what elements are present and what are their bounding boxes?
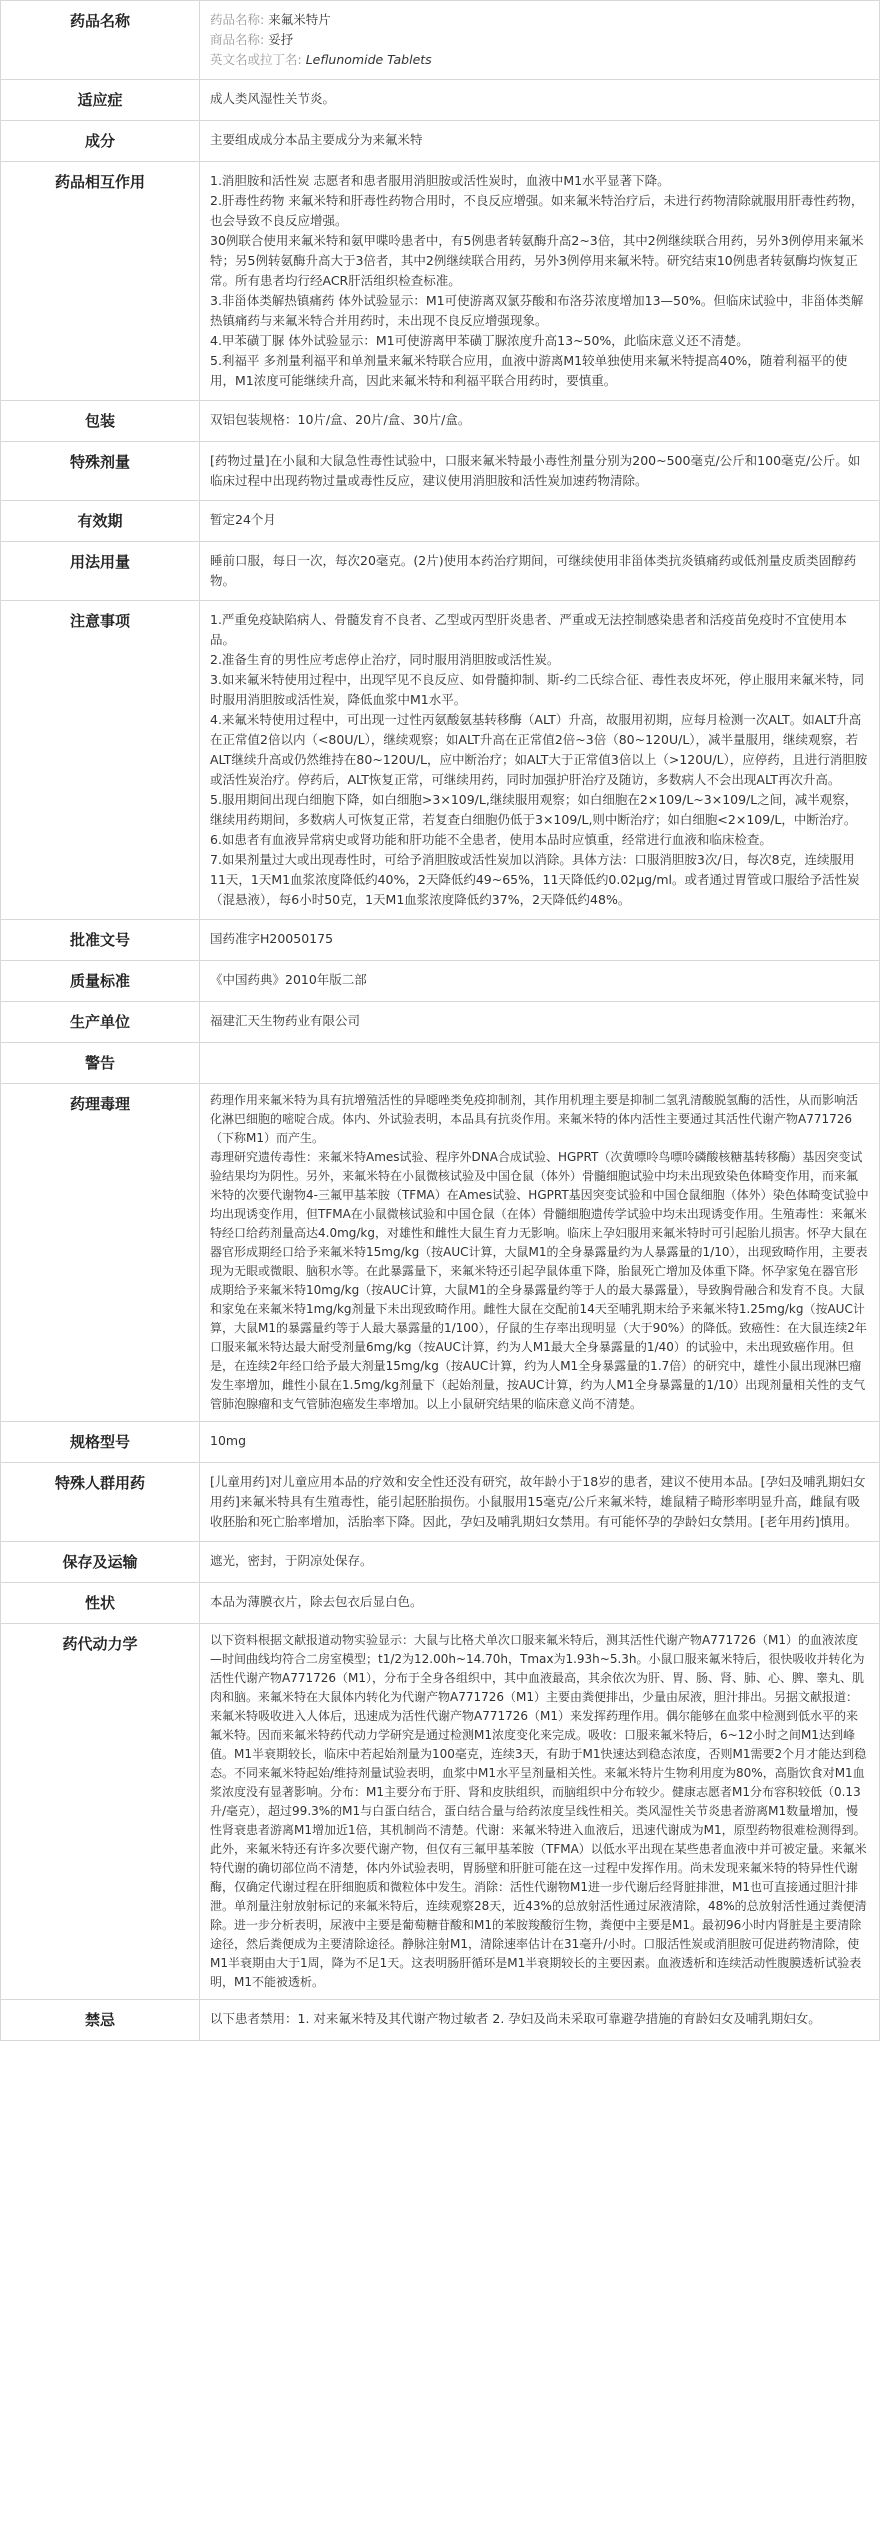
row-composition xyxy=(1,121,880,162)
trade-name-line xyxy=(210,30,869,50)
value-package: 双铝包装规格：10片/盒、20片/盒、30片/盒。 xyxy=(200,401,880,442)
precaution-paragraph: 1.严重免疫缺陷病人、骨髓发育不良者、乙型或丙型肝炎患者、严重或无法控制感染患者和活疫苗免疫时不宜使用本品。 xyxy=(210,612,847,647)
value-pharmacokinetics: 以下资料根据文献报道动物实验显示：大鼠与比格犬单次口服来氟米特后，测其活性代谢产物A771726（M1）的血液浓度—时间曲线均符合二房室模型；t1/2为12.00h~14.70h，Tmax为1.93h~5.3h。小鼠口服来氟米特后，很快吸收并转化为活性代谢产物A771726（M1），分布于全身各组织中，其中血液最高，其余依次为肝、胃、肠、肾、肺、心、脾、睾丸、肌肉和脑。来氟米特在大鼠体内转化为代谢产物A771726（M1）主要由粪便排出，少量由尿液，胆汁排出。另据文献报道：来氟米特吸收进入人体后，迅速成为活性代谢产物A771726（M1）来发挥药理作用。偶尔能够在血浆中检测到低水平的来氟米特。因而来氟米特药代动力学研究是通过检测M1浓度变化来完成。吸收：口服来氟米特后，6~12小时之间M1达到峰值。M1半衰期较长，临床中若起始剂量为100毫克，连续3天，有助于M1快速达到稳态浓度，否则M1需要2个月才能达到稳态。不同来氟米特起始/维持剂量试验表明，血浆中M1水平呈剂量相关性。来氟米特片生物利用度为80%，高脂饮食对M1血浆浓度没有显著影响。分布：M1主要分布于肝、肾和皮肤组织，而脑组织中分布较少。健康志愿者M1分布容积较低（0.13升/毫克），超过99.3%的M1与白蛋白结合，蛋白结合量与给药浓度呈线性相关。类风湿性关节炎患者游离M1数量增加，慢性肾衰患者游离M1增加近1倍，其机制尚不清楚。代谢：来氟米特进入血液后，迅速代谢成为M1，原型药物很难检测得到。此外，来氟米特还有许多次要代谢产物，但仅有三氟甲基苯胺（TFMA）以低水平出现在某些患者血液中并可被定量。来氟米特代谢的确切部位尚不清楚，体内外试验表明，胃肠壁和肝脏可能在这一过程中发挥作用。尚未发现来氟米特的特异性代谢酶，仅确定代谢过程在肝细胞质和微粒体中发生。消除：活性代谢物M1进一步代谢后经肾脏排泄，M1也可直接通过胆汁排泄。单剂量注射放射标记的来氟米特后，连续观察28天，近43%的总放射活性通过尿液清除，48%的总放射活性通过粪便清除。进一步分析表明，尿液中主要是葡萄糖苷酸和M1的苯胺羧酸衍生物，粪便中主要是M1。最初96小时内肾脏是主要清除途径，然后粪便成为主要清除途径。静脉注射M1，清除速率估计在31毫升/小时。口服活性炭或消胆胺可促进药物清除，使M1半衰期由大于1周，降为不足1天。这表明肠肝循环是M1半衰期较长的主要因素。血液透析和连续活动性腹膜透析试验表明，M1不能被透析。 xyxy=(200,1624,880,2000)
value-drug-name xyxy=(200,1,880,80)
row-precautions xyxy=(1,601,880,920)
row-appearance xyxy=(1,1583,880,1624)
row-special-dose xyxy=(1,442,880,501)
label-spec: 规格型号 xyxy=(1,1422,200,1463)
english-name-key: 英文名或拉丁名: xyxy=(210,52,302,67)
row-warning xyxy=(1,1043,880,1084)
label-standard: 质量标准 xyxy=(1,961,200,1002)
value-validity: 暂定24个月 xyxy=(200,501,880,542)
label-contraindication: 禁忌 xyxy=(1,2000,200,2041)
value-standard: 《中国药典》2010年版二部 xyxy=(200,961,880,1002)
row-toxicology xyxy=(1,1084,880,1422)
interaction-paragraph: 3.非甾体类解热镇痛药 体外试验显示：M1可使游离双氯芬酸和布洛芬浓度增加13—50%。但临床试验中，非甾体类解热镇痛药与来氟米特合并用药时，未出现不良反应增强现象。 xyxy=(210,293,864,328)
label-toxicology: 药理毒理 xyxy=(1,1084,200,1422)
label-package: 包装 xyxy=(1,401,200,442)
row-storage xyxy=(1,1542,880,1583)
label-special-population: 特殊人群用药 xyxy=(1,1463,200,1542)
value-usage: 睡前口服，每日一次，每次20毫克。(2片)使用本药治疗期间，可继续使用非甾体类抗炎镇痛药或低剂量皮质类固醇药物。 xyxy=(200,542,880,601)
value-contraindication: 以下患者禁用：1. 对来氟米特及其代谢产物过敏者 2. 孕妇及尚未采取可靠避孕措施的育龄妇女及哺乳期妇女。 xyxy=(200,2000,880,2041)
row-pharmacokinetics xyxy=(1,1624,880,2000)
label-interaction: 药品相互作用 xyxy=(1,162,200,401)
value-appearance: 本品为薄膜衣片，除去包衣后显白色。 xyxy=(200,1583,880,1624)
value-precautions xyxy=(200,601,880,920)
value-manufacturer: 福建汇天生物药业有限公司 xyxy=(200,1002,880,1043)
toxicology-paragraph: 药理作用来氟米特为具有抗增殖活性的异噁唑类免疫抑制剂，其作用机理主要是抑制二氢乳清酸脱氢酶的活性，从而影响活化淋巴细胞的嘧啶合成。体内、外试验表明，本品具有抗炎作用。来氟米特的体内活性主要通过其活性代谢产物A771726（下称M1）而产生。 xyxy=(210,1093,859,1145)
label-storage: 保存及运输 xyxy=(1,1542,200,1583)
label-indication: 适应症 xyxy=(1,80,200,121)
row-package xyxy=(1,401,880,442)
row-special-population xyxy=(1,1463,880,1542)
interaction-paragraph: 5.利福平 多剂量利福平和单剂量来氟米特联合应用，血液中游离M1较单独使用来氟米特提高40%，随着利福平的使用，M1浓度可能继续升高，因此来氟米特和利福平联合用药时，要慎重。 xyxy=(210,353,848,388)
value-indication: 成人类风湿性关节炎。 xyxy=(200,80,880,121)
precaution-paragraph: 2.准备生育的男性应考虑停止治疗，同时服用消胆胺或活性炭。 xyxy=(210,652,560,667)
row-manufacturer xyxy=(1,1002,880,1043)
label-approval: 批准文号 xyxy=(1,920,200,961)
row-validity xyxy=(1,501,880,542)
precaution-paragraph: 7.如果剂量过大或出现毒性时，可给予消胆胺或活性炭加以消除。具体方法：口服消胆胺3次/日，每次8克，连续服用11天，1天M1血浆浓度降低约40%，2天降低约49~65%，11天降低约0.02μg/ml。或者通过胃管或口服给予活性炭（混悬液），每6小时50克，1天M1血浆浓度降低约37%，2天降低约48%。 xyxy=(210,852,860,907)
generic-name-key: 药品名称: xyxy=(210,12,265,27)
row-contraindication xyxy=(1,2000,880,2041)
value-toxicology xyxy=(200,1084,880,1422)
row-spec xyxy=(1,1422,880,1463)
label-special-dose: 特殊剂量 xyxy=(1,442,200,501)
label-precautions: 注意事项 xyxy=(1,601,200,920)
precaution-paragraph: 4.来氟米特使用过程中，可出现一过性丙氨酸氨基转移酶（ALT）升高，故服用初期，应每月检测一次ALT。如ALT升高在正常值2倍以内（<80U/L），继续观察；如ALT升高在正常值2倍~3倍（80~120U/L），减半量服用，继续观察，若ALT继续升高或仍然维持在80~120U/L，应中断治疗；如ALT大于正常值3倍以上（>120U/L），应停药，且进行消胆胺或活性炭治疗。停药后，ALT恢复正常，可继续用药，同时加强护肝治疗及随访，多数病人不会出现ALT再次升高。 xyxy=(210,712,868,787)
precaution-paragraph: 5.服用期间出现白细胞下降，如白细胞>3×109/L,继续服用观察；如白细胞在2×109/L~3×109/L之间，减半观察，继续用药期间，多数病人可恢复正常，若复查白细胞仍低于3×109/L,则中断治疗；如白细胞<2×109/L，中断治疗。 xyxy=(210,792,858,827)
value-spec: 10mg xyxy=(200,1422,880,1463)
interaction-paragraph: 2.肝毒性药物 来氟米特和肝毒性药物合用时，不良反应增强。如来氟米特治疗后，未进行药物清除就服用肝毒性药物，也会导致不良反应增强。 xyxy=(210,193,864,228)
value-special-population: [儿童用药]对儿童应用本品的疗效和安全性还没有研究，故年龄小于18岁的患者，建议不使用本品。[孕妇及哺乳期妇女用药]来氟米特具有生殖毒性，能引起胚胎损伤。小鼠服用15毫克/公斤来氟米特，雄鼠精子畸形率明显升高，雌鼠有吸收胚胎和死亡胎率增加，活胎率下降。因此，孕妇及哺乳期妇女禁用。有可能怀孕的孕龄妇女禁用。[老年用药]慎用。 xyxy=(200,1463,880,1542)
interaction-paragraph: 1.消胆胺和活性炭 志愿者和患者服用消胆胺或活性炭时，血液中M1水平显著下降。 xyxy=(210,173,670,188)
row-drug-name xyxy=(1,1,880,80)
label-warning: 警告 xyxy=(1,1043,200,1084)
row-usage xyxy=(1,542,880,601)
label-validity: 有效期 xyxy=(1,501,200,542)
label-drug-name: 药品名称 xyxy=(1,1,200,80)
generic-name-value: 来氟米特片 xyxy=(268,12,331,27)
value-storage: 遮光，密封，于阴凉处保存。 xyxy=(200,1542,880,1583)
interaction-paragraph: 4.甲苯磺丁脲 体外试验显示：M1可使游离甲苯磺丁脲浓度升高13~50%，此临床意义还不清楚。 xyxy=(210,333,749,348)
precaution-paragraph: 3.如来氟米特使用过程中，出现罕见不良反应、如骨髓抑制、斯-约二氏综合征、毒性表皮坏死，停止服用来氟米特，同时服用消胆胺或活性炭，降低血浆中M1水平。 xyxy=(210,672,864,707)
precaution-paragraph: 6.如患者有血液异常病史或肾功能和肝功能不全患者，使用本品时应慎重，经常进行血液和临床检查。 xyxy=(210,832,772,847)
label-usage: 用法用量 xyxy=(1,542,200,601)
label-manufacturer: 生产单位 xyxy=(1,1002,200,1043)
trade-name-value: 妥抒 xyxy=(268,32,294,47)
row-indication xyxy=(1,80,880,121)
english-name-line xyxy=(210,50,869,70)
value-composition: 主要组成成分本品主要成分为来氟米特 xyxy=(200,121,880,162)
row-approval xyxy=(1,920,880,961)
value-warning xyxy=(200,1043,880,1084)
row-interaction xyxy=(1,162,880,401)
value-approval: 国药准字H20050175 xyxy=(200,920,880,961)
english-name-value: Leflunomide Tablets xyxy=(305,52,432,67)
generic-name-line xyxy=(210,10,869,30)
label-appearance: 性状 xyxy=(1,1583,200,1624)
value-interaction xyxy=(200,162,880,401)
label-composition: 成分 xyxy=(1,121,200,162)
trade-name-key: 商品名称: xyxy=(210,32,265,47)
toxicology-paragraph: 毒理研究遗传毒性：来氟米特Ames试验、程序外DNA合成试验、HGPRT（次黄嘌呤鸟嘌呤磷酸核糖基转移酶）基因突变试验结果均为阴性。另外，来氟米特在小鼠微核试验及中国仓鼠（体外）骨髓细胞试验中均未出现致染色体畸变作用，而来氟米特的次要代谢物4-三氟甲基苯胺（TFMA）在Ames试验、HGPRT基因突变试验和中国仓鼠细胞（体外）染色体畸变试验中均出现诱变作用，但TFMA在小鼠微核试验和中国仓鼠（在体）骨髓细胞遗传学试验中均未出现诱变作用。生殖毒性：来氟米特经口给药剂量高达4.0mg/kg，对雄性和雌性大鼠生育力无影响。临床上孕妇服用来氟米特时可引起胎儿损害。怀孕大鼠在器官形成期经口给予来氟米特15mg/kg（按AUC计算，大鼠M1的全身暴露量约为人暴露量的1/10），出现致畸作用，主要表现为无眼或微眼、脑积水等。在此暴露量下，来氟米特还引起孕鼠体重下降，胎鼠死亡增加及体重下降。怀孕家兔在器官形成期给予来氟米特10mg/kg（按AUC计算，大鼠M1的全身暴露量约等于人的最大暴露量），导致胸骨融合和发育不良。大鼠和家兔在来氟米特1mg/kg剂量下未出现致畸作用。雌性大鼠在交配前14天至哺乳期末给予来氟米特1.25mg/kg（按AUC计算，大鼠M1的暴露量约等于人最大暴露量的1/100），仔鼠的生存率出现明显（大于90%）的降低。致癌性：在大鼠连续2年口服来氟米特达最大耐受剂量6mg/kg（按AUC计算，约为人M1最大全身暴露量的1/40）的试验中，未出现致癌作用。但是，在连续2年经口给予最大剂量15mg/kg（按AUC计算，约为人M1全身暴露量的1.7倍）的研究中，雄性小鼠出现淋巴瘤发生率增加，雌性小鼠在1.5mg/kg剂量下（起始剂量，按AUC计算，约为人M1全身暴露量的1/10）出现剂量相关性的支气管肺泡腺瘤和支气管肺泡癌发生率增加。以上小鼠研究结果的临床意义尚不清楚。 xyxy=(210,1150,869,1411)
row-standard xyxy=(1,961,880,1002)
label-pharmacokinetics: 药代动力学 xyxy=(1,1624,200,2000)
interaction-paragraph: 30例联合使用来氟米特和氨甲喋呤患者中，有5例患者转氨酶升高2~3倍，其中2例继续联合用药，另外3例停用来氟米特；另5例转氨酶升高大于3倍者，其中2例继续联合用药，另外3例停用来氟米特。研究结束10例患者转氨酶均恢复正常。所有患者均行经ACR肝活组织检查标准。 xyxy=(210,233,864,288)
value-special-dose: [药物过量]在小鼠和大鼠急性毒性试验中，口服来氟米特最小毒性剂量分别为200~500毫克/公斤和100毫克/公斤。如临床过程中出现药物过量或毒性反应，建议使用消胆胺和活性炭加速药物清除。 xyxy=(200,442,880,501)
